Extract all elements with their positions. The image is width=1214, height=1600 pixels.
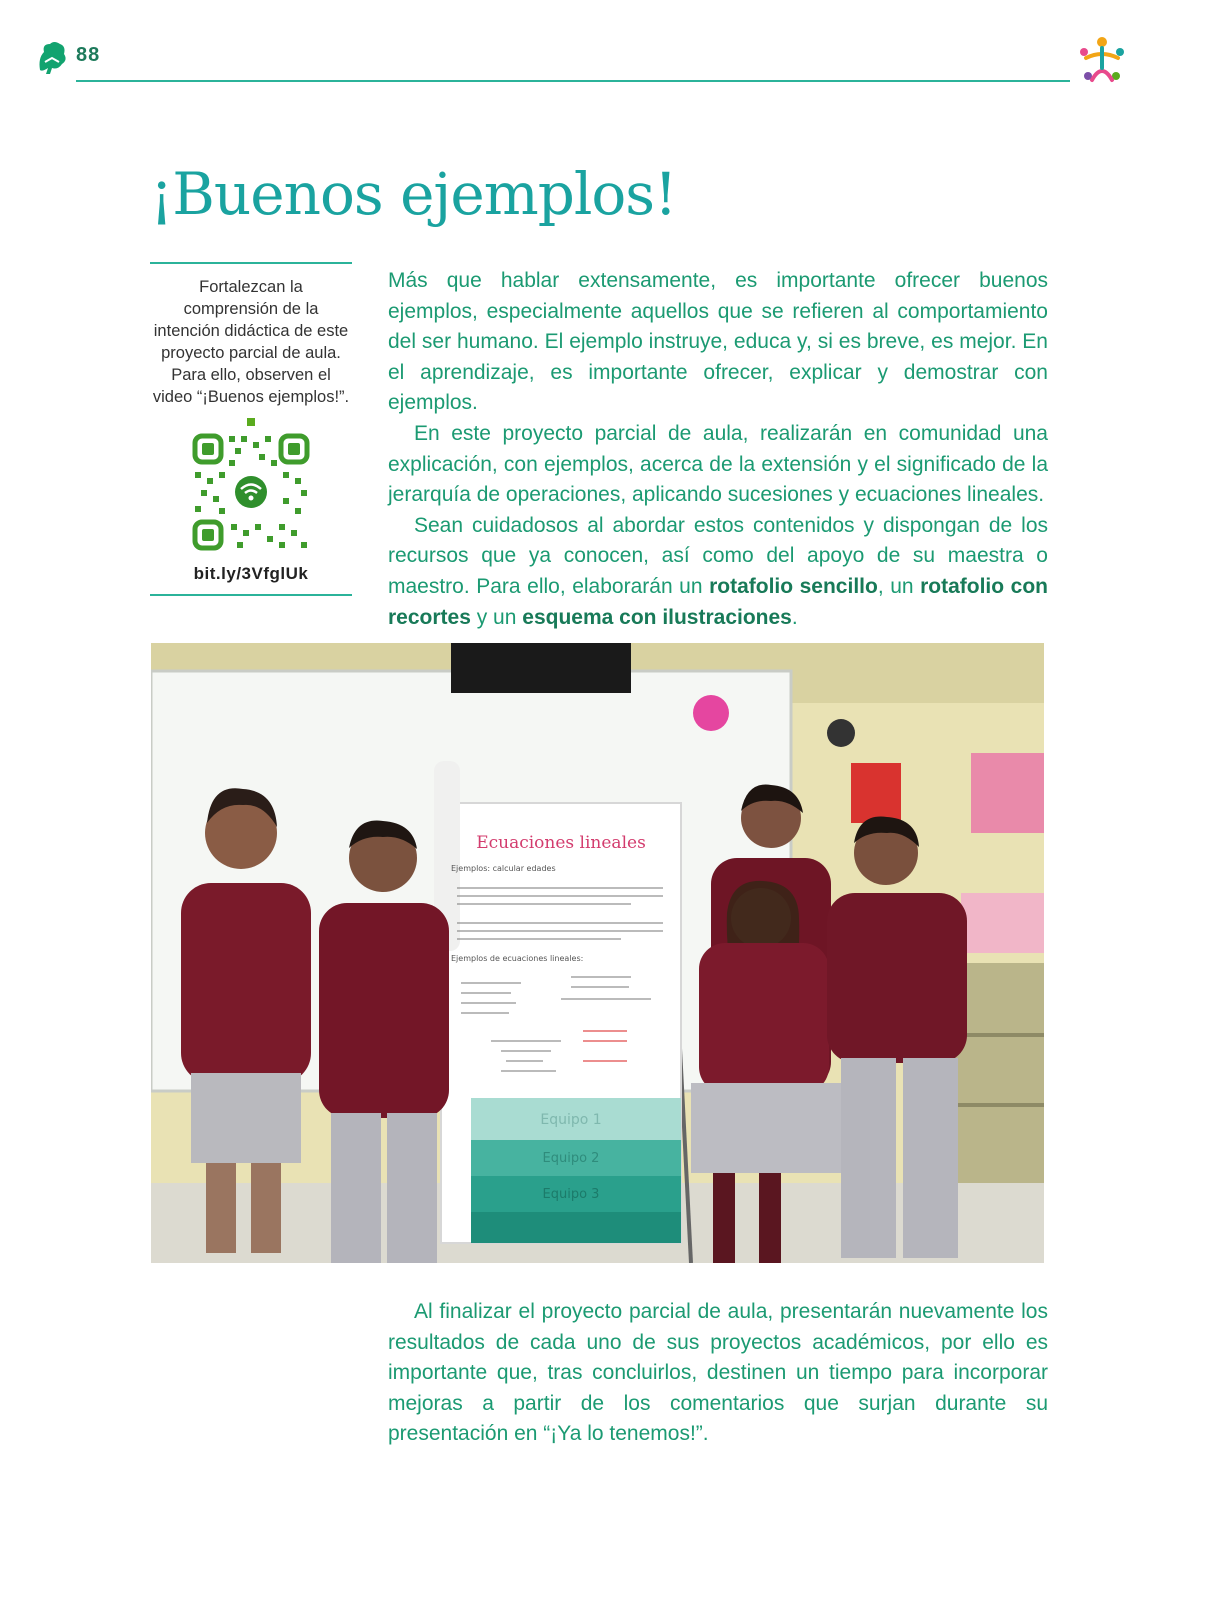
classroom-photo <box>151 643 1044 1263</box>
flipchart-title: Ecuaciones lineales <box>476 833 646 853</box>
classroom-illustration <box>151 643 1044 1263</box>
qr-marker <box>247 418 255 426</box>
intro-paragraph-2: En este proyecto parcial de aula, realizarán en comunidad una explicación, con ejemplos, acerca de la extensión y el significado de la jerarquía de operaciones, aplicando sucesiones y ecuaciones lineales. <box>388 421 1048 507</box>
p3-end: . <box>791 605 798 629</box>
p3-start: Sean cuidadosos al abordar estos contenidos y dispongan de los recursos que ya conocen, así como del apoyo de su maestra o maestro. Para ello, elaborarán un <box>388 513 1048 598</box>
sidebar-text: Fortalezcan la comprensión de la intención didáctica de este proyecto parcial de aula. Para ello, observen el video “¡Buenos ejemplos!”. <box>152 278 350 406</box>
team-3-label: Equipo 3 <box>542 1187 600 1202</box>
video-link[interactable]: bit.ly/3VfglUk <box>193 564 309 583</box>
term-esquema-ilustraciones: esquema con ilustraciones <box>522 605 792 629</box>
page-number: 88 <box>76 44 101 66</box>
page-title: ¡Buenos ejemplos! <box>150 160 677 228</box>
sidebar-rule-top <box>150 262 352 264</box>
closing-paragraph: Al finalizar el proyecto parcial de aula, presentarán nuevamente los resultados de cada uno de sus proyectos académicos, por ello es importante que, tras concluirlos, destinen un tiempo para incorporar mejoras a partir de los comentarios que surjan durante su presentación en “¡Ya lo tenemos!”. <box>388 1300 1048 1446</box>
term-rotafolio-sencillo: rotafolio sencillo <box>709 574 878 598</box>
p3-mid-1: , un <box>877 574 921 598</box>
flipchart-line-2: Ejemplos de ecuaciones lineales: <box>451 954 584 963</box>
book-tree-icon <box>36 40 68 76</box>
qr-code-icon[interactable] <box>191 432 311 552</box>
sidebar-video-note <box>150 262 352 596</box>
intro-paragraph-1: Más que hablar extensamente, es importante ofrecer buenos ejemplos, especialmente aquellos que se refieren al comportamiento del ser humano. El ejemplo instruye, educa y, si es breve, es mejor. En el aprendizaje, es importante ofrecer, explicar y demostrar con ejemplos. <box>388 269 1048 415</box>
intro-text <box>388 266 1048 633</box>
flipchart-line-1: Ejemplos: calcular edades <box>451 864 556 873</box>
header-rule <box>76 80 1070 82</box>
community-people-logo <box>1072 32 1132 88</box>
sidebar-rule-bottom <box>150 594 352 596</box>
term-rotafolio-recortes: rotafolio con recortes <box>388 574 1048 629</box>
intro-paragraph-3 <box>388 511 1048 633</box>
p3-mid-2: y un <box>470 605 523 629</box>
team-1-label: Equipo 1 <box>540 1112 602 1128</box>
team-2-label: Equipo 2 <box>542 1151 600 1166</box>
closing-text <box>388 1297 1048 1450</box>
